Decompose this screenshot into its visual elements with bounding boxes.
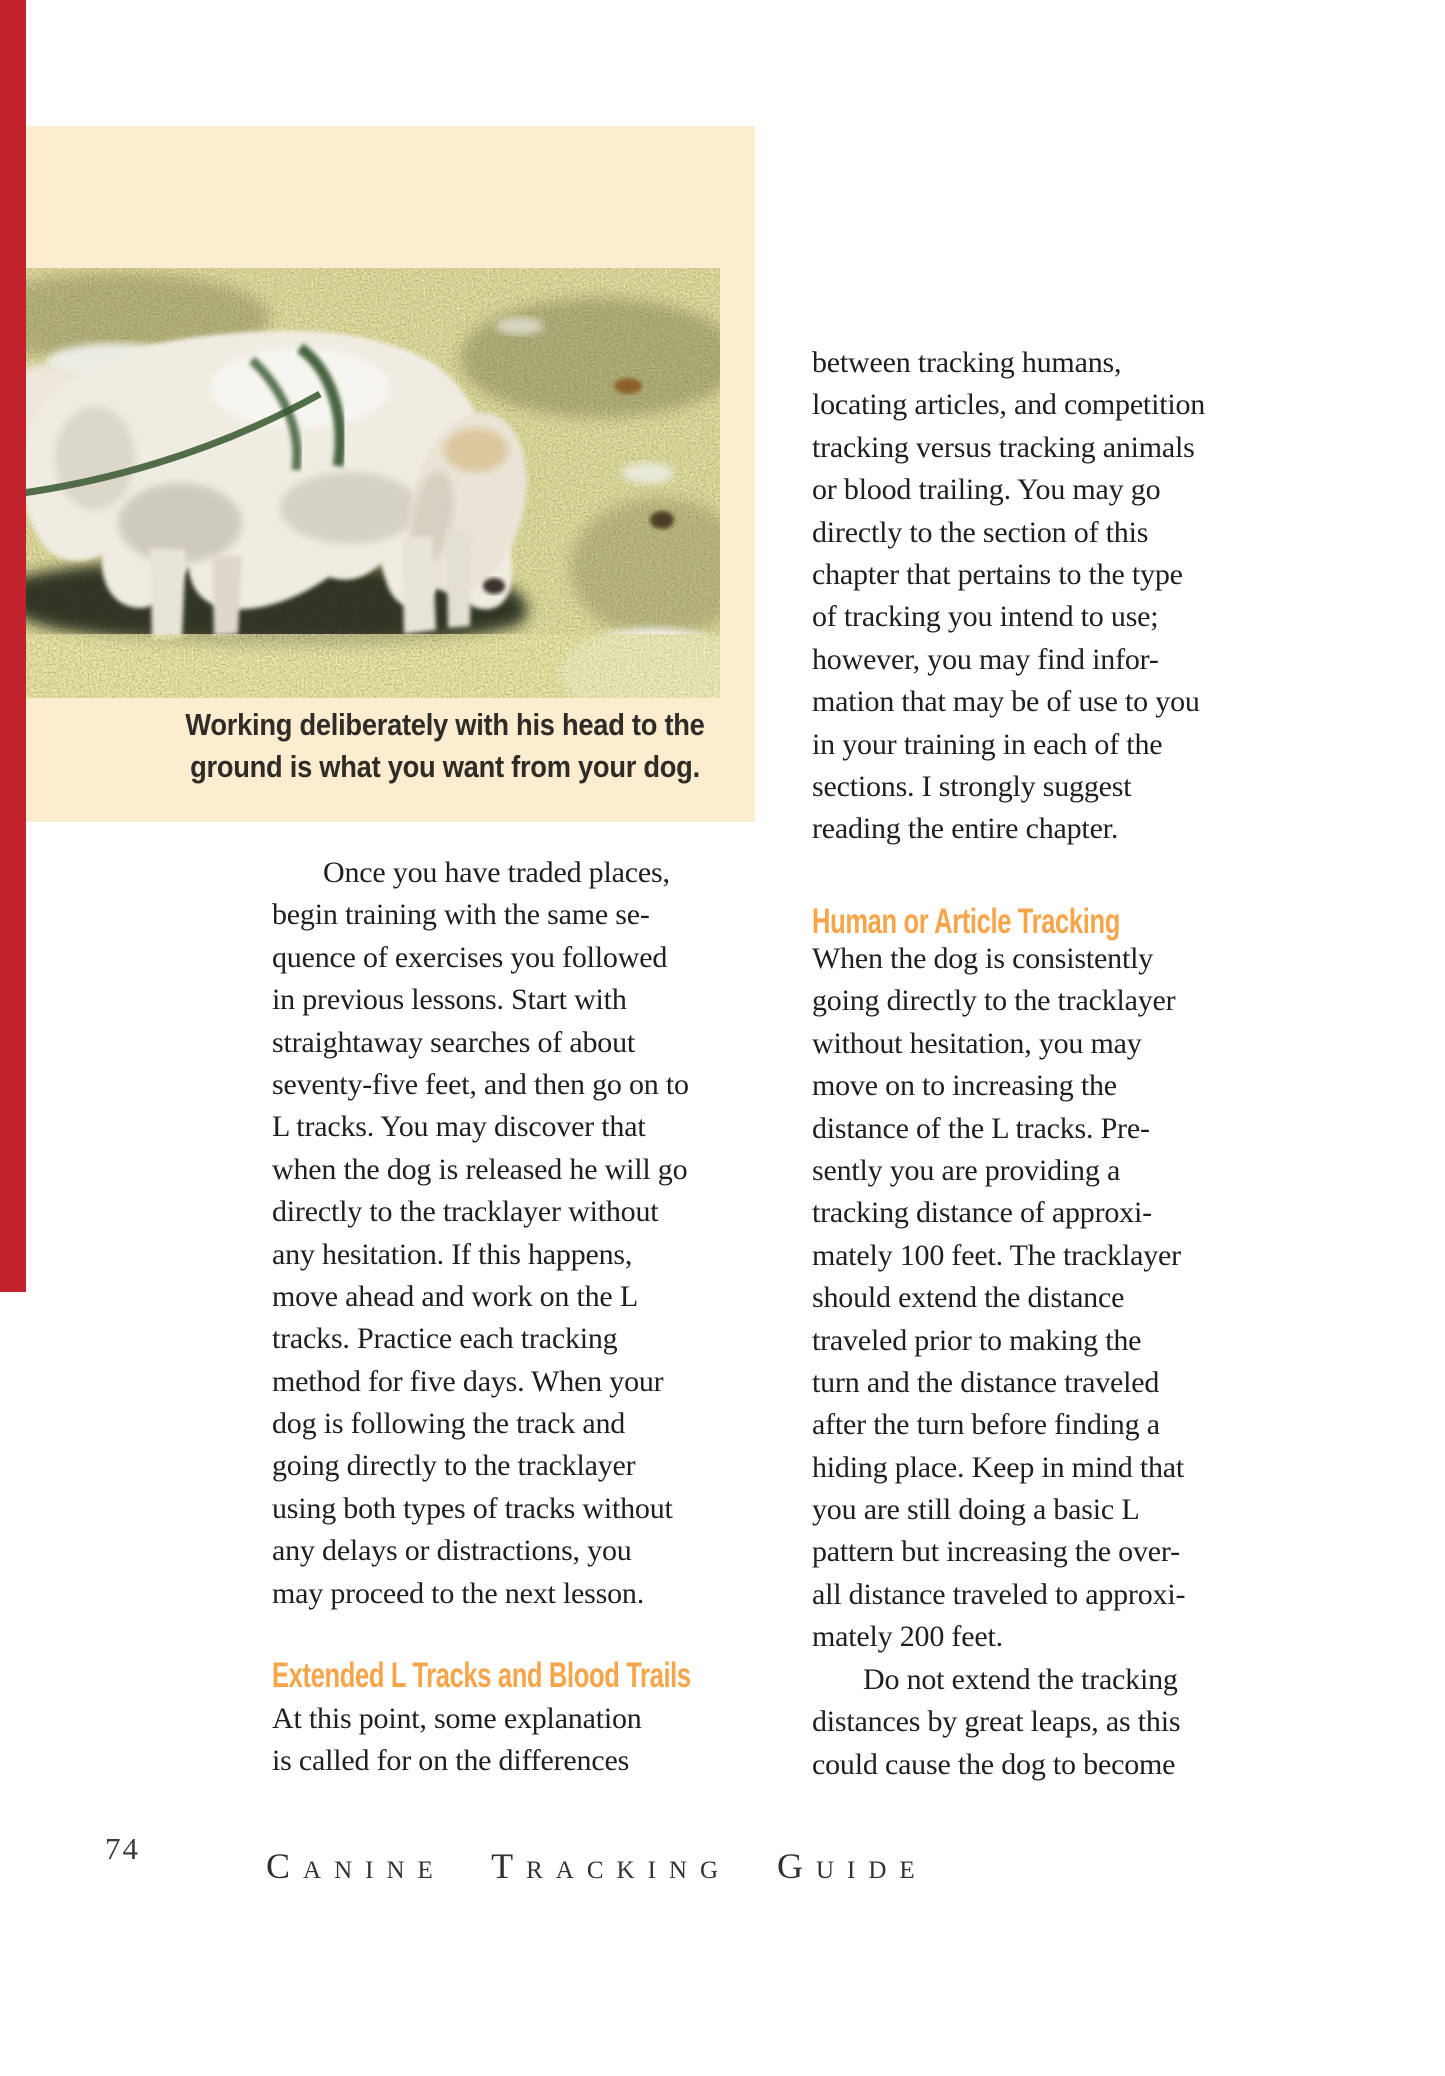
body-line: traveled prior to making the — [812, 1323, 1142, 1357]
body-line: going directly to the tracklayer — [272, 1449, 636, 1483]
body-line: quence of exercises you followed — [272, 940, 668, 974]
body-line: seventy-five feet, and then go on to — [272, 1067, 689, 1101]
page-number: 74 — [105, 1831, 140, 1866]
dog-photo-illustration — [0, 268, 720, 698]
photo-caption — [168, 703, 722, 788]
body-line: tracks. Practice each tracking — [272, 1322, 618, 1356]
body-line: hiding place. Keep in mind that — [812, 1450, 1185, 1484]
caption-line: Working deliberately with his head to the — [185, 707, 705, 742]
body-line: L tracks. You may discover that — [272, 1110, 646, 1144]
body-line: begin training with the same se- — [272, 898, 650, 932]
body-line: without hesitation, you may — [812, 1026, 1142, 1060]
body-line: is called for on the differences — [272, 1744, 630, 1778]
body-line: mation that may be of use to you — [812, 685, 1200, 719]
body-line: you are still doing a basic L — [812, 1493, 1140, 1527]
body-line: move ahead and work on the L — [272, 1279, 638, 1313]
body-line: distances by great leaps, as this — [812, 1705, 1181, 1739]
body-line: When the dog is consistently — [812, 942, 1154, 975]
body-line: Do not extend the tracking — [863, 1663, 1178, 1696]
right-column-paragraph-1 — [812, 342, 1302, 851]
body-line: reading the entire chapter. — [812, 812, 1119, 846]
left-column-paragraph-1 — [272, 852, 752, 1615]
body-line: directly to the tracklayer without — [272, 1195, 659, 1229]
section-heading-extended-l-tracks: Extended L Tracks and Blood Trails — [272, 1656, 691, 1695]
body-line: mately 100 feet. The tracklayer — [812, 1238, 1181, 1272]
body-line: pattern but increasing the over- — [812, 1535, 1180, 1569]
right-column-paragraph-2 — [812, 938, 1302, 1659]
body-line: however, you may find infor- — [812, 642, 1159, 676]
body-line: all distance traveled to approxi- — [812, 1577, 1186, 1611]
body-line: mately 200 feet. — [812, 1620, 1003, 1654]
body-line: turn and the distance traveled — [812, 1365, 1160, 1399]
caption-line: ground is what you want from your dog. — [190, 749, 700, 785]
body-line: dog is following the track and — [272, 1407, 626, 1441]
body-line: going directly to the tracklayer — [812, 984, 1176, 1018]
body-line: using both types of tracks without — [272, 1491, 673, 1525]
right-column-paragraph-3 — [812, 1659, 1302, 1786]
body-line: sently you are providing a — [812, 1153, 1121, 1187]
body-line: distance of the L tracks. Pre- — [812, 1111, 1150, 1145]
body-line: move on to increasing the — [812, 1069, 1117, 1103]
body-line: any delays or distractions, you — [272, 1534, 632, 1568]
body-line: in your training in each of the — [812, 727, 1163, 761]
body-line: chapter that pertains to the type — [812, 557, 1183, 591]
page-edge-red-bar — [0, 0, 26, 1292]
body-line: directly to the section of this — [812, 515, 1149, 549]
body-line: when the dog is released he will go — [272, 1152, 688, 1186]
body-line: tracking versus tracking animals — [812, 430, 1195, 464]
body-line: straightaway searches of about — [272, 1025, 636, 1059]
body-line: sections. I strongly suggest — [812, 769, 1132, 803]
section-heading-human-or-article-tracking: Human or Article Tracking — [812, 902, 1120, 941]
body-line: should extend the distance — [812, 1281, 1125, 1315]
body-line: tracking distance of approxi- — [812, 1196, 1152, 1230]
body-line: any hesitation. If this happens, — [272, 1237, 633, 1271]
dog-photo — [0, 268, 720, 698]
body-line: method for five days. When your — [272, 1364, 664, 1398]
body-line: after the turn before finding a — [812, 1408, 1160, 1442]
body-line: or blood trailing. You may go — [812, 473, 1161, 507]
left-column-paragraph-2 — [272, 1698, 752, 1783]
body-line: between tracking humans, — [812, 346, 1122, 379]
body-line: may proceed to the next lesson. — [272, 1576, 645, 1610]
body-line: At this point, some explanation — [272, 1702, 642, 1735]
running-footer-book-title: Canine Tracking Guide — [266, 1846, 928, 1886]
body-line: locating articles, and competition — [812, 388, 1206, 422]
body-line: of tracking you intend to use; — [812, 600, 1159, 634]
body-line: Once you have traded places, — [323, 856, 670, 889]
body-line: could cause the dog to become — [812, 1747, 1176, 1781]
body-line: in previous lessons. Start with — [272, 983, 627, 1017]
